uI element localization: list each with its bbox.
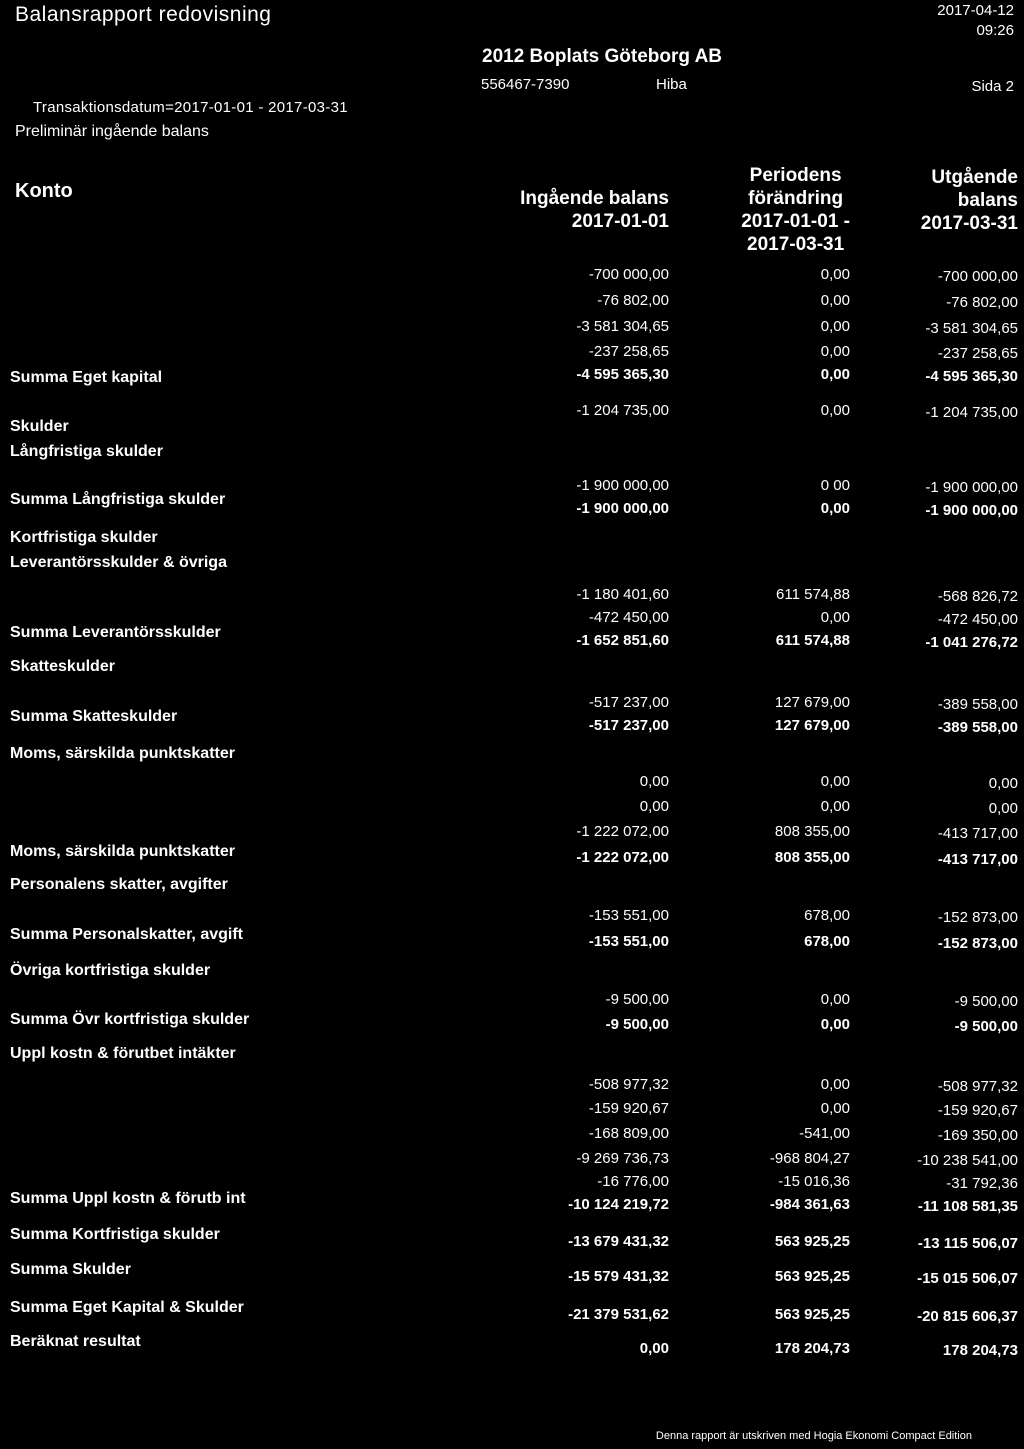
period-change-cell: -968 804,27 bbox=[769, 1150, 850, 1167]
period-change-cell: 0,00 bbox=[820, 1100, 850, 1117]
closing-balance-cell: -1 204 735,00 bbox=[925, 404, 1018, 421]
closing-balance-cell: -413 717,00 bbox=[937, 851, 1018, 868]
period-header-line-2: förändring bbox=[748, 188, 844, 209]
closing-balance-cell: -237 258,65 bbox=[937, 345, 1018, 362]
period-change-cell: 678,00 bbox=[804, 933, 850, 950]
opening-balance-cell: -9 500,00 bbox=[605, 1016, 669, 1033]
period-change-cell: 0,00 bbox=[820, 292, 850, 309]
period-change-cell: 0,00 bbox=[820, 366, 850, 383]
opening-balance-cell: -472 450,00 bbox=[588, 609, 669, 626]
page-number: Sida 2 bbox=[971, 78, 1014, 95]
period-change-cell: 611 574,88 bbox=[776, 586, 850, 603]
period-header-line-1: Periodens bbox=[749, 165, 842, 186]
opening-balance-cell: -1 900 000,00 bbox=[576, 477, 669, 494]
closing-balance-header bbox=[921, 166, 1018, 235]
row-label: Summa Skulder bbox=[10, 1261, 131, 1278]
closing-balance-cell: -1 900 000,00 bbox=[925, 502, 1018, 519]
closing-balance-cell: -508 977,32 bbox=[937, 1078, 1018, 1095]
closing-balance-cell: -568 826,72 bbox=[937, 588, 1018, 605]
row-label: Summa Övr kortfristiga skulder bbox=[10, 1011, 250, 1028]
report-date: 2017-04-12 bbox=[937, 2, 1014, 19]
opening-balance-cell: 0,00 bbox=[639, 798, 669, 815]
period-change-cell: 678,00 bbox=[804, 907, 850, 924]
closing-balance-cell: -152 873,00 bbox=[937, 935, 1018, 952]
transaction-range: Transaktionsdatum=2017-01-01 - 2017-03-31 bbox=[33, 99, 348, 116]
opening-balance-cell: -517 237,00 bbox=[588, 694, 669, 711]
row-label: Personalens skatter, avgifter bbox=[10, 876, 228, 893]
opening-balance-cell: -1 222 072,00 bbox=[576, 823, 669, 840]
period-change-cell: 0,00 bbox=[820, 500, 850, 517]
report-title: Balansrapport redovisning bbox=[15, 3, 272, 26]
opening-balance-cell: -508 977,32 bbox=[588, 1076, 669, 1093]
opening-balance-cell: -76 802,00 bbox=[597, 292, 669, 309]
period-change-cell: 808 355,00 bbox=[774, 849, 850, 866]
closing-balance-cell: -389 558,00 bbox=[937, 696, 1018, 713]
closing-balance-cell: -13 115 506,07 bbox=[917, 1235, 1018, 1252]
closing-balance-cell: 0,00 bbox=[988, 800, 1018, 817]
footer-note: Denna rapport är utskriven med Hogia Ekonomi Compact Edition bbox=[655, 1430, 972, 1442]
period-change-cell: 0,00 bbox=[820, 266, 850, 283]
user-name: Hiba bbox=[656, 76, 687, 93]
opening-balance-cell: -4 595 365,30 bbox=[576, 366, 669, 383]
opening-balance-cell: -10 124 219,72 bbox=[568, 1196, 669, 1213]
period-change-cell: 563 925,25 bbox=[774, 1233, 850, 1250]
row-label: Beräknat resultat bbox=[10, 1333, 141, 1350]
row-label: Summa Kortfristiga skulder bbox=[10, 1226, 220, 1243]
period-change-cell: 0,00 bbox=[820, 343, 850, 360]
period-change-cell: 0,00 bbox=[820, 773, 850, 790]
closing-balance-cell: -15 015 506,07 bbox=[917, 1270, 1018, 1287]
period-change-cell: 178 204,73 bbox=[774, 1340, 850, 1357]
period-change-cell: 0,00 bbox=[820, 1076, 850, 1093]
closing-header-line-2: balans bbox=[957, 190, 1018, 211]
row-label: Uppl kostn & förutbet intäkter bbox=[10, 1045, 236, 1062]
row-label: Skulder bbox=[10, 418, 69, 435]
opening-balance-cell: -15 579 431,32 bbox=[568, 1268, 669, 1285]
closing-balance-cell: -1 041 276,72 bbox=[925, 634, 1018, 651]
period-change-cell: 808 355,00 bbox=[774, 823, 850, 840]
row-label: Summa Leverantörsskulder bbox=[10, 624, 221, 641]
opening-balance-cell: -9 269 736,73 bbox=[576, 1150, 669, 1167]
period-change-cell: -15 016,36 bbox=[778, 1173, 850, 1190]
period-change-cell: 0,00 bbox=[820, 991, 850, 1008]
opening-balance-cell: -1 652 851,60 bbox=[576, 632, 669, 649]
opening-balance-cell: -9 500,00 bbox=[605, 991, 669, 1008]
opening-balance-cell: -1 180 401,60 bbox=[576, 586, 669, 603]
row-label: Summa Uppl kostn & förutb int bbox=[10, 1190, 246, 1207]
closing-balance-cell: -389 558,00 bbox=[937, 719, 1018, 736]
row-label: Skatteskulder bbox=[10, 658, 115, 675]
preliminary-label: Preliminär ingående balans bbox=[15, 123, 209, 140]
period-change-cell: 127 679,00 bbox=[774, 717, 850, 734]
opening-balance-cell: -21 379 531,62 bbox=[568, 1306, 669, 1323]
period-change-cell: 0,00 bbox=[820, 609, 850, 626]
opening-header-line-1: Ingående balans bbox=[520, 188, 669, 209]
closing-balance-cell: -9 500,00 bbox=[954, 1018, 1018, 1035]
opening-balance-cell: -1 900 000,00 bbox=[576, 500, 669, 517]
closing-balance-cell: -1 900 000,00 bbox=[925, 479, 1018, 496]
closing-balance-cell: -3 581 304,65 bbox=[925, 320, 1018, 337]
row-label: Övriga kortfristiga skulder bbox=[10, 962, 211, 979]
period-change-cell: -541,00 bbox=[799, 1125, 850, 1142]
company-name: 2012 Boplats Göteborg AB bbox=[482, 46, 723, 67]
period-change-cell: 0,00 bbox=[820, 1016, 850, 1033]
period-change-cell: 0 00 bbox=[820, 477, 850, 494]
closing-balance-cell: -152 873,00 bbox=[937, 909, 1018, 926]
opening-header-line-2: 2017-01-01 bbox=[571, 211, 669, 232]
opening-balance-cell: -1 204 735,00 bbox=[576, 402, 669, 419]
closing-header-line-3: 2017-03-31 bbox=[920, 213, 1018, 234]
row-label: Summa Långfristiga skulder bbox=[10, 491, 226, 508]
closing-balance-cell: 0,00 bbox=[988, 775, 1018, 792]
period-change-cell: 127 679,00 bbox=[774, 694, 850, 711]
closing-balance-cell: -11 108 581,35 bbox=[917, 1198, 1018, 1215]
period-change-cell: 0,00 bbox=[820, 318, 850, 335]
closing-balance-cell: -31 792,36 bbox=[946, 1175, 1018, 1192]
org-number: 556467-7390 bbox=[481, 76, 570, 93]
opening-balance-cell: -153 551,00 bbox=[588, 907, 669, 924]
closing-header-line-1: Utgående bbox=[931, 167, 1018, 188]
row-label: Summa Personalskatter, avgift bbox=[10, 926, 243, 943]
report-time: 09:26 bbox=[976, 22, 1014, 39]
closing-balance-cell: -169 350,00 bbox=[937, 1127, 1018, 1144]
opening-balance-cell: -16 776,00 bbox=[597, 1173, 669, 1190]
row-label: Summa Skatteskulder bbox=[10, 708, 178, 725]
opening-balance-cell: -153 551,00 bbox=[588, 933, 669, 950]
row-label: Långfristiga skulder bbox=[10, 443, 163, 460]
closing-balance-cell: -20 815 606,37 bbox=[917, 1308, 1018, 1325]
closing-balance-cell: -76 802,00 bbox=[946, 294, 1018, 311]
period-header-line-3: 2017-01-01 - bbox=[741, 211, 850, 232]
period-change-cell: 563 925,25 bbox=[774, 1306, 850, 1323]
opening-balance-cell: -1 222 072,00 bbox=[576, 849, 669, 866]
period-change-header bbox=[741, 164, 850, 256]
closing-balance-cell: 178 204,73 bbox=[942, 1342, 1018, 1359]
period-change-cell: 0,00 bbox=[820, 798, 850, 815]
closing-balance-cell: -4 595 365,30 bbox=[925, 368, 1018, 385]
row-label: Moms, särskilda punktskatter bbox=[10, 843, 235, 860]
closing-balance-cell: -700 000,00 bbox=[937, 268, 1018, 285]
period-change-cell: -984 361,63 bbox=[769, 1196, 850, 1213]
period-change-cell: 611 574,88 bbox=[775, 632, 850, 649]
period-change-cell: 0,00 bbox=[820, 402, 850, 419]
row-label: Kortfristiga skulder bbox=[10, 529, 158, 546]
closing-balance-cell: -159 920,67 bbox=[937, 1102, 1018, 1119]
closing-balance-cell: -10 238 541,00 bbox=[917, 1152, 1018, 1169]
opening-balance-cell: -3 581 304,65 bbox=[576, 318, 669, 335]
period-header-line-4: 2017-03-31 bbox=[747, 234, 845, 255]
opening-balance-cell: 0,00 bbox=[639, 773, 669, 790]
opening-balance-cell: -237 258,65 bbox=[588, 343, 669, 360]
row-label: Moms, särskilda punktskatter bbox=[10, 745, 235, 762]
opening-balance-cell: -517 237,00 bbox=[588, 717, 669, 734]
opening-balance-cell: 0,00 bbox=[639, 1340, 669, 1357]
opening-balance-header bbox=[520, 187, 669, 233]
closing-balance-cell: -9 500,00 bbox=[954, 993, 1018, 1010]
opening-balance-cell: -13 679 431,32 bbox=[568, 1233, 669, 1250]
row-label: Summa Eget Kapital & Skulder bbox=[10, 1299, 244, 1316]
opening-balance-cell: -168 809,00 bbox=[588, 1125, 669, 1142]
konto-header: Konto bbox=[15, 180, 73, 202]
opening-balance-cell: -700 000,00 bbox=[588, 266, 669, 283]
period-change-cell: 563 925,25 bbox=[774, 1268, 850, 1285]
opening-balance-cell: -159 920,67 bbox=[588, 1100, 669, 1117]
row-label: Summa Eget kapital bbox=[10, 369, 163, 386]
closing-balance-cell: -472 450,00 bbox=[937, 611, 1018, 628]
closing-balance-cell: -413 717,00 bbox=[937, 825, 1018, 842]
row-label: Leverantörsskulder & övriga bbox=[10, 554, 227, 571]
